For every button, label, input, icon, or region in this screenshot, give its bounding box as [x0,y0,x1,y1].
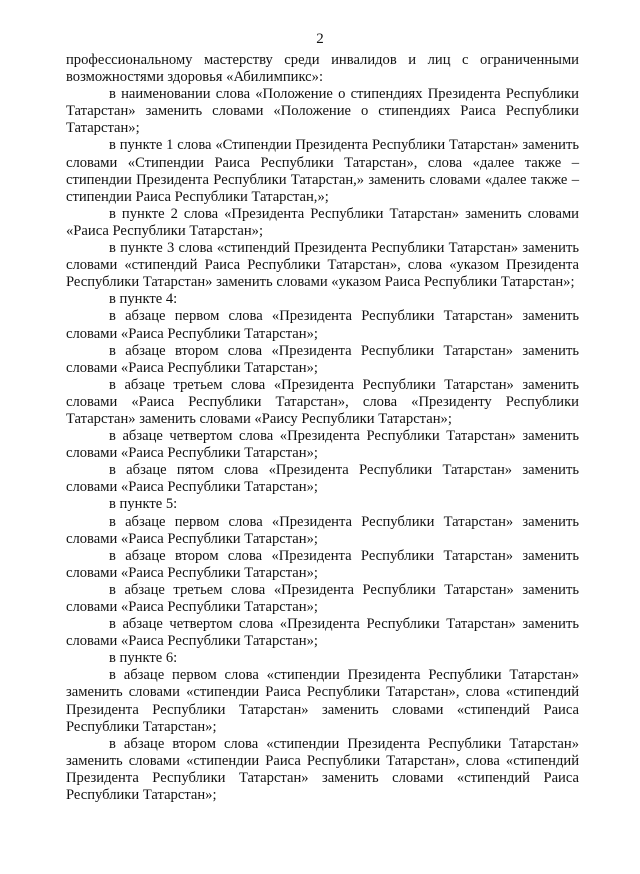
paragraph: в абзаце первом слова «Президента Республики Татарстан» заменить словами «Раиса Республики Татарстан»; [66,513,579,547]
paragraph: в абзаце втором слова «стипендии Президента Республики Татарстан» заменить словами «стипендии Раиса Республики Татарстан», слова «стипендий Президента Республики Татарстан» заменить словами «стипендий Раиса Республики Татарстан»; [66,735,579,804]
paragraph: в пункте 3 слова «стипендий Президента Республики Татарстан» заменить словами «стипендий Раиса Республики Татарстан», слова «указом Президента Республики Татарстан» заменить словами «указом Раиса Республики Татарстан»; [66,240,579,291]
paragraph: в абзаце третьем слова «Президента Республики Татарстан» заменить словами «Раиса Республики Татарстан»; [66,581,579,615]
paragraph: в абзаце втором слова «Президента Республики Татарстан» заменить словами «Раиса Республики Татарстан»; [66,547,579,581]
paragraph: в абзаце втором слова «Президента Республики Татарстан» заменить словами «Раиса Республики Татарстан»; [66,342,579,376]
paragraph: профессиональному мастерству среди инвалидов и лиц с ограниченными возможностями здоровья «Абилимпикс»: [66,52,579,86]
paragraph: в пункте 5: [109,496,178,513]
paragraph: в абзаце четвертом слова «Президента Республики Татарстан» заменить словами «Раиса Республики Татарстан»; [66,616,579,650]
paragraph: в пункте 4: [109,291,178,308]
paragraph: в пункте 1 слова «Стипендии Президента Республики Татарстан» заменить словами «Стипендии Раиса Республики Татарстан», слова «далее также – стипендии Президента Республики Татарстан,» заменить словами «далее также – стипендии Раиса Республики Татарстан,»; [66,137,579,205]
paragraph: в абзаце четвертом слова «Президента Республики Татарстан» заменить словами «Раиса Республики Татарстан»; [66,428,579,462]
paragraph: в абзаце первом слова «Президента Республики Татарстан» заменить словами «Раиса Республики Татарстан»; [66,308,579,342]
paragraph: в наименовании слова «Положение о стипендиях Президента Республики Татарстан» заменить словами «Положение о стипендиях Раиса Республики Татарстан»; [66,86,579,137]
document-body [66,52,579,804]
paragraph: в пункте 2 слова «Президента Республики Татарстан» заменить словами «Раиса Республики Татарстан»; [66,205,579,239]
paragraph: в абзаце третьем слова «Президента Республики Татарстан» заменить словами «Раиса Республики Татарстан», слова «Президенту Республики Татарстан» заменить словами «Раису Республики Татарстан»; [66,376,579,427]
paragraph: в абзаце первом слова «стипендии Президента Республики Татарстан» заменить словами «стипендии Раиса Республики Татарстан», слова «стипендий Президента Республики Татарстан» заменить словами «стипендий Раиса Республики Татарстан»; [66,667,579,735]
paragraph: в абзаце пятом слова «Президента Республики Татарстан» заменить словами «Раиса Республики Татарстан»; [66,462,579,496]
paragraph: в пункте 6: [109,650,178,667]
page-number: 2 [316,31,324,47]
